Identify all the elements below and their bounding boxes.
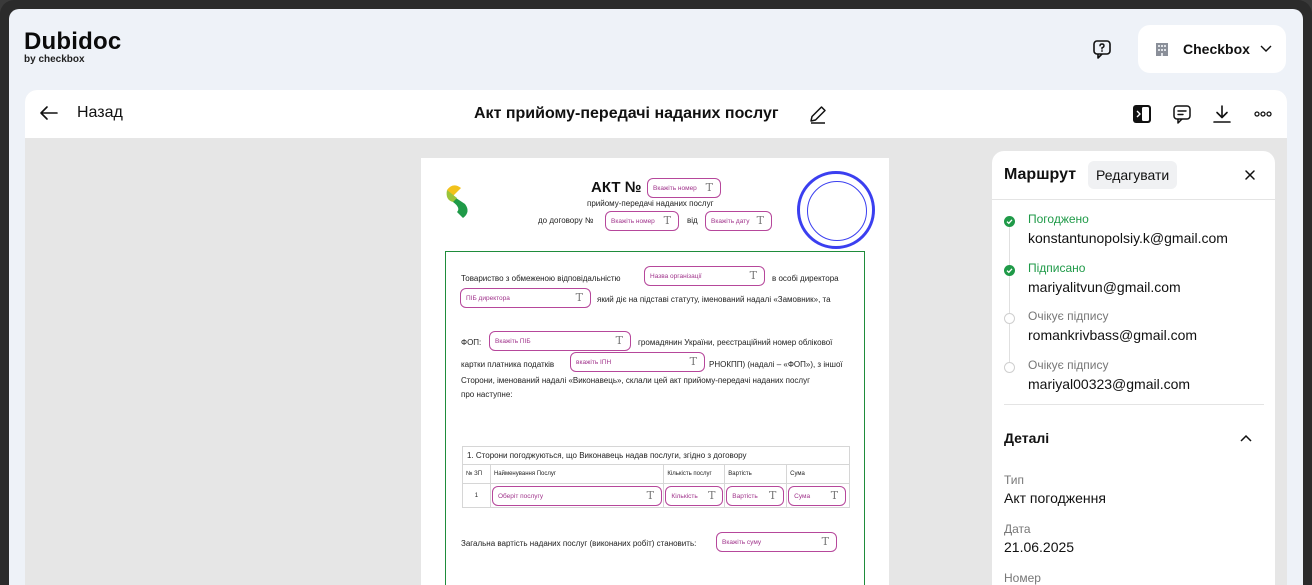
check-circle-icon — [1004, 216, 1015, 227]
contract-date-field[interactable] — [705, 211, 772, 231]
download-icon[interactable] — [1212, 104, 1232, 124]
text-field-icon: T — [646, 489, 654, 502]
logo-title: Dubidoc — [24, 28, 122, 55]
document-panel — [25, 90, 1287, 585]
text-field-icon: T — [689, 355, 697, 368]
detail-label-type: Тип — [1004, 473, 1025, 487]
detail-label-date: Дата — [1004, 522, 1031, 536]
logo-subtitle: by checkbox — [24, 54, 85, 65]
detail-value-type: Акт погодження — [1004, 490, 1106, 506]
sum-cell — [787, 484, 850, 508]
col-header-sum: Сума — [787, 465, 850, 484]
timeline-line — [1009, 219, 1010, 367]
field-label: Вкажіть ПІБ — [495, 337, 531, 345]
doc-text: про наступне: — [461, 390, 513, 399]
fop-name-field[interactable] — [489, 331, 631, 351]
stamp-placeholder[interactable] — [797, 171, 875, 249]
sidebar-toggle-icon[interactable] — [1132, 104, 1152, 124]
field-label: Вкажіть номер — [653, 184, 697, 192]
table-row — [463, 484, 850, 508]
step-status: Погоджено — [1028, 212, 1089, 226]
services-table — [462, 446, 850, 508]
check-circle-icon — [1004, 265, 1015, 276]
price-field[interactable] — [726, 486, 784, 506]
divider — [992, 199, 1275, 200]
comments-icon[interactable] — [1172, 104, 1192, 124]
field-label: вкажіть ІПН — [576, 358, 612, 366]
help-chat-icon[interactable] — [1092, 39, 1112, 59]
divider — [1004, 404, 1264, 405]
text-field-icon: T — [615, 334, 623, 347]
back-label: Назад — [77, 104, 123, 121]
col-header-qty: Кількість послуг — [664, 465, 725, 484]
doc-text: Товариство з обмеженою відповідальністю — [461, 274, 621, 283]
price-cell — [725, 484, 787, 508]
pending-circle-icon — [1004, 362, 1015, 373]
arrow-left-icon — [39, 103, 59, 123]
doc-text: Сторони, іменований надалі «Виконавець», склали цей акт прийому-передачі наданих послуг — [461, 376, 810, 385]
organization-name: Checkbox — [1183, 41, 1250, 57]
field-label: ПІБ директора — [466, 294, 510, 302]
step-status: Очікує підпису — [1028, 358, 1109, 372]
qty-cell — [664, 484, 725, 508]
service-cell — [490, 484, 663, 508]
text-field-icon: T — [821, 535, 829, 548]
text-field-icon: T — [708, 489, 716, 502]
doc-text: ФОП: — [461, 338, 482, 347]
step-status: Підписано — [1028, 261, 1086, 275]
edit-route-button[interactable]: Редагувати — [1088, 161, 1177, 189]
field-label: Сума — [794, 492, 811, 500]
company-logo-icon — [443, 182, 473, 222]
contract-number-field[interactable] — [605, 211, 679, 231]
field-label: Назва організації — [650, 272, 702, 280]
step-email: romankrivbass@gmail.com — [1028, 327, 1198, 343]
detail-value-date: 21.06.2025 — [1004, 539, 1075, 555]
step-status: Очікує підпису — [1028, 309, 1109, 323]
act-number-field[interactable] — [647, 178, 721, 198]
col-header-price: Вартість — [725, 465, 787, 484]
from-label: від — [687, 216, 698, 225]
director-field[interactable] — [460, 288, 591, 308]
more-options-icon[interactable] — [1253, 104, 1273, 124]
row-number: 1 — [463, 484, 491, 508]
doc-text: який діє на підставі статуту, іменований надалі «Замовник», та — [597, 295, 831, 304]
pending-circle-icon — [1004, 313, 1015, 324]
route-title: Маршрут — [1004, 166, 1077, 183]
step-email: mariyalitvun@gmail.com — [1028, 279, 1181, 295]
field-label: Вкажіть дату — [711, 217, 750, 225]
total-sum-field[interactable] — [716, 532, 837, 552]
app-logo[interactable] — [24, 29, 121, 65]
back-button[interactable] — [39, 103, 123, 123]
step-email: mariyal00323@gmail.com — [1028, 376, 1191, 392]
document-content-area — [445, 251, 865, 585]
act-title: АКТ № — [591, 179, 642, 196]
text-field-icon: T — [768, 489, 777, 502]
doc-text: громадянин України, реєстраційний номер облікової — [638, 338, 833, 347]
building-icon — [1154, 41, 1170, 57]
text-field-icon: T — [575, 291, 583, 304]
organization-switcher[interactable] — [1138, 25, 1286, 73]
app-screen — [9, 9, 1303, 585]
doc-text: РНОКПП) (надалі – «ФОП»), з іншої — [709, 360, 843, 369]
detail-label-number: Номер — [1004, 571, 1041, 585]
page-title: Акт прийому-передачі наданих послуг — [474, 105, 779, 122]
qty-field[interactable] — [665, 486, 723, 506]
chevron-down-icon — [1260, 42, 1272, 54]
close-icon[interactable] — [1244, 169, 1256, 181]
col-header-no: № ЗП — [463, 465, 491, 484]
doc-text: картки платника податків — [461, 360, 555, 369]
field-label: Вкажіть номер — [611, 217, 655, 225]
field-label: Вартість — [732, 492, 758, 500]
chevron-up-icon[interactable] — [1240, 433, 1252, 445]
text-field-icon: T — [749, 269, 757, 282]
step-email: konstantunopolsiy.k@gmail.com — [1028, 230, 1228, 246]
sum-field[interactable] — [788, 486, 846, 506]
contract-label: до договору № — [538, 216, 594, 225]
field-label: Кількість — [671, 492, 698, 500]
text-field-icon: T — [830, 489, 839, 502]
pencil-icon[interactable] — [808, 104, 828, 124]
text-field-icon: T — [705, 181, 713, 194]
doc-text: Загальна вартість наданих послуг (виконаних робіт) становить: — [461, 539, 697, 548]
text-field-icon: T — [756, 214, 764, 227]
col-header-name: Найменування Послуг — [490, 465, 663, 484]
table-heading: 1. Сторони погоджуються, що Виконавець надав послуги, згідно з договору — [463, 447, 850, 465]
field-label: Вкажіть суму — [722, 538, 762, 546]
doc-text: в особі директора — [772, 274, 839, 283]
act-subtitle: прийому-передачі наданих послуг — [587, 199, 714, 208]
document-toolbar — [25, 90, 1287, 138]
service-field[interactable] — [492, 486, 662, 506]
route-panel — [992, 151, 1275, 585]
text-field-icon: T — [663, 214, 671, 227]
details-title[interactable]: Деталі — [1004, 430, 1050, 446]
ipn-field[interactable] — [570, 352, 705, 372]
org-name-field[interactable] — [644, 266, 765, 286]
document-preview — [421, 158, 889, 585]
field-label: Оберіт послугу — [497, 492, 544, 500]
